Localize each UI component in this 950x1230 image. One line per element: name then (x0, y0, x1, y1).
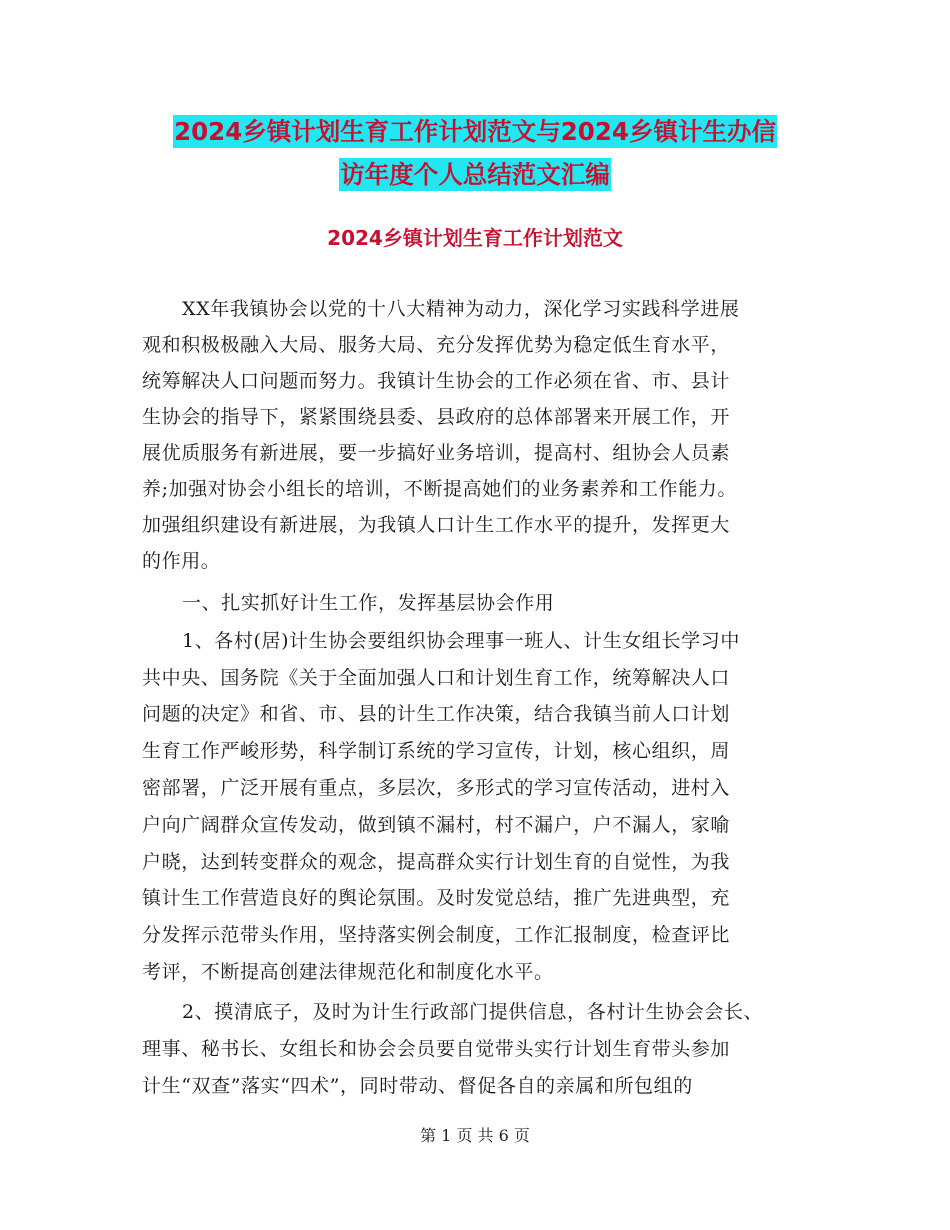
body-line: 问题的决定》和省、市、县的计生工作决策，结合我镇当前人口计划 (142, 703, 731, 725)
body-line: 分发挥示范带头作用，坚持落实例会制度，工作汇报制度，检查评比 (142, 924, 731, 946)
body-line: 2、摸清底子，及时为计生行政部门提供信息，各村计生协会会长、 (182, 1001, 764, 1023)
body-line: 1、各村(居)计生协会要组织协会理事一班人、计生女组长学习中 (182, 630, 740, 652)
section-title: 2024乡镇计划生育工作计划范文 (327, 226, 623, 250)
body-line: 理事、秘书长、女组长和协会会员要自觉带头实行计划生育带头参加 (142, 1038, 731, 1060)
page-number-footer: 第 1 页 共 6 页 (420, 1126, 530, 1145)
body-line: 镇计生工作营造良好的舆论氛围。及时发觉总结，推广先进典型，充 (142, 887, 731, 909)
body-line: 户晓，达到转变群众的观念，提高群众实行计划生育的自觉性，为我 (142, 851, 731, 873)
body-line: 共中央、国务院《关于全面加强人口和计划生育工作，统筹解决人口 (142, 667, 731, 689)
body-line: 生育工作严峻形势，科学制订系统的学习宣传，计划，核心组织，周 (142, 740, 731, 762)
body-line: 计生“双查”落实“四术”，同时带动、督促各自的亲属和所包组的 (142, 1075, 693, 1097)
body-line: 密部署，广泛开展有重点，多层次，多形式的学习宣传活动，进村入 (142, 777, 731, 799)
body-line: 一、扎实抓好计生工作，发挥基层协会作用 (182, 592, 555, 614)
body-line: 考评，不断提高创建法律规范化和制度化水平。 (142, 961, 554, 983)
body-line: XX年我镇协会以党的十八大精神为动力，深化学习实践科学进展 (182, 298, 740, 320)
body-line: 生协会的指导下，紧紧围绕县委、县政府的总体部署来开展工作，开 (142, 406, 731, 428)
document-title-line-2: 访年度个人总结范文汇编 (340, 160, 610, 189)
body-line: 统筹解决人口问题而努力。我镇计生协会的工作必须在省、市、县计 (142, 370, 731, 392)
body-line: 的作用。 (142, 550, 221, 572)
body-line: 展优质服务有新进展，要一步搞好业务培训，提高村、组协会人员素 (142, 442, 731, 464)
body-line: 观和积极极融入大局、服务大局、充分发挥优势为稳定低生育水平， (142, 334, 731, 356)
body-line: 加强组织建设有新进展，为我镇人口计生工作水平的提升，发挥更大 (142, 514, 731, 536)
body-line: 养;加强对协会小组长的培训，不断提高她们的业务素养和工作能力。 (142, 478, 738, 500)
body-line: 户向广阔群众宣传发动，做到镇不漏村，村不漏户，户不漏人，家喻 (142, 814, 731, 836)
document-title-line-1: 2024乡镇计划生育工作计划范文与2024乡镇计生办信 (174, 117, 776, 146)
